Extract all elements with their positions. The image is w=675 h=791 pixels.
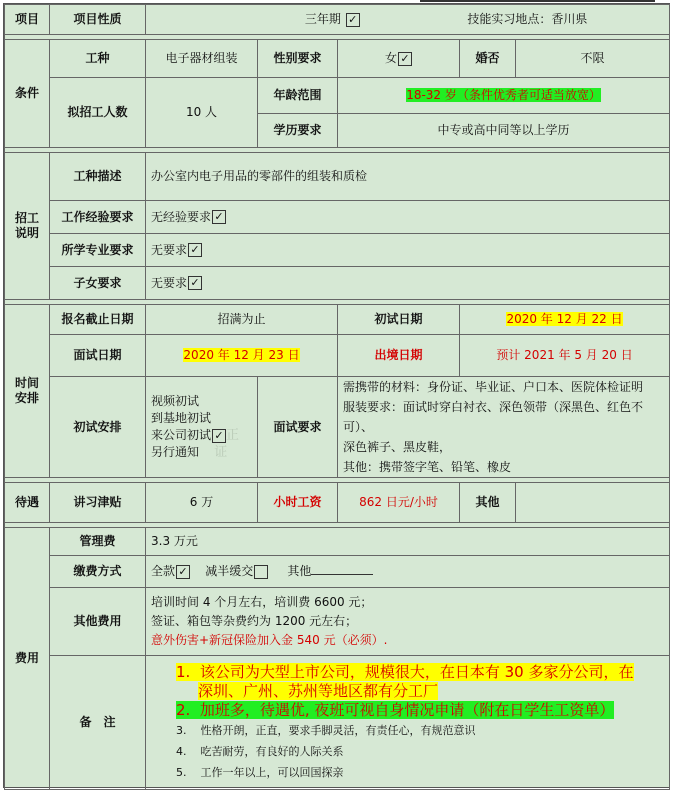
watermark-text: 正	[226, 428, 240, 443]
note-number: 1.	[176, 662, 191, 681]
note-text: 加班多，待遇优, 夜班可视自身情况申请（附在日学生工资单）	[199, 700, 615, 719]
deadline-label: 报名截止日期	[50, 305, 146, 335]
checked-box-icon[interactable]: ✓	[398, 52, 412, 66]
option-base: 到基地初试	[151, 411, 212, 425]
cropped-header-edge	[420, 0, 655, 2]
row-project	[5, 5, 670, 35]
row-experience	[5, 201, 670, 234]
interview-date-cell	[146, 335, 338, 377]
interview-date-label: 面试日期	[50, 335, 146, 377]
job-type-label: 工种	[50, 40, 146, 78]
first-date-value: 2020 年 12 月 22 日	[506, 312, 623, 326]
payment-method-cell	[146, 556, 670, 588]
section-pay: 待遇	[5, 483, 50, 523]
section-recruit: 招工说明	[5, 153, 50, 300]
row-age	[5, 78, 670, 114]
method-other-blank[interactable]	[311, 564, 373, 575]
checked-box-icon[interactable]: ✓	[188, 243, 202, 257]
notes-list	[176, 663, 664, 783]
marriage-label: 婚否	[460, 40, 516, 78]
note-text: 该公司为大型上市公司，规模很大，在日本有 30 多家分公司，在	[199, 662, 634, 681]
method-other: 其他	[287, 564, 312, 578]
section-conditions: 条件	[5, 40, 50, 148]
checked-box-icon[interactable]: ✓	[176, 565, 190, 579]
note-text: 吃苦耐劳，有良好的人际关系	[200, 744, 344, 758]
children-cell	[146, 267, 670, 300]
note-text: 性格开朗，正直，要求手脚灵活，有责任心，有规范意识	[200, 723, 476, 737]
note-item	[176, 762, 664, 783]
row-mgmt-fee	[5, 528, 670, 556]
method-half: 减半缓交	[205, 564, 254, 578]
pay-other-label: 其他	[460, 483, 516, 523]
hourly-label: 小时工资	[258, 483, 338, 523]
major-value: 无要求	[151, 242, 188, 257]
first-arrangement-label: 初试安排	[50, 377, 146, 478]
allowance-value: 6 万	[146, 483, 258, 523]
interview-date-value: 2020 年 12 月 23 日	[183, 348, 300, 362]
section-project: 项目	[5, 5, 50, 35]
empty-box-icon[interactable]	[254, 565, 268, 579]
row-job	[5, 40, 670, 78]
interview-req-cell	[338, 377, 670, 478]
age-value: 18-32 岁（条件优秀者可适当放宽）	[406, 88, 601, 102]
other-fees-cell	[146, 588, 670, 656]
note-number: 2.	[176, 700, 191, 719]
first-date-label: 初试日期	[338, 305, 460, 335]
other-fees-label: 其他费用	[50, 588, 146, 656]
row-job-desc	[5, 153, 670, 201]
checked-box-icon[interactable]: ✓	[346, 13, 360, 27]
req-clothing-cont: 深色裤子、黑皮鞋，	[343, 440, 452, 454]
req-materials: 需携带的材料：身份证、毕业证、户口本、医院体检证明	[343, 380, 644, 394]
other-fee-training: 培训时间 4 个月左右，培训费 6600 元；	[151, 595, 373, 609]
departure-value: 预计 2021 年 5 月 20 日	[460, 335, 670, 377]
interview-req-label: 面试要求	[258, 377, 338, 478]
note-text: 深圳、广州、苏州等地区都有分工厂	[198, 681, 439, 700]
method-full: 全款	[151, 564, 176, 578]
row-notes	[5, 656, 670, 790]
departure-label: 出境日期	[338, 335, 460, 377]
project-term: 三年期	[304, 12, 341, 26]
row-major	[5, 234, 670, 267]
project-nature-label: 项目性质	[50, 5, 146, 35]
option-video: 视频初试	[151, 394, 200, 408]
pay-other-value	[516, 483, 670, 523]
recruitment-sheet	[3, 3, 670, 788]
job-desc-value: 办公室内电子用品的零部件的组装和质检	[146, 153, 670, 201]
gender-cell	[338, 40, 460, 78]
experience-cell	[146, 201, 670, 234]
row-children	[5, 267, 670, 300]
option-company	[151, 427, 252, 444]
note-item	[176, 701, 664, 720]
education-value: 中专或高中同等以上学历	[338, 114, 670, 148]
project-nature-cell	[146, 5, 670, 35]
option-notice	[151, 444, 252, 461]
headcount-value: 10 人	[146, 78, 258, 148]
note-number: 5.	[176, 765, 187, 779]
section-fees: 费用	[5, 528, 50, 790]
checked-box-icon[interactable]: ✓	[212, 429, 226, 443]
other-fee-visa: 签证、箱包等杂费约为 1200 元左右；	[151, 614, 358, 628]
req-other: 其他：携带签字笔、铅笔、橡皮	[343, 460, 512, 474]
age-cell	[338, 78, 670, 114]
headcount-label: 拟招工人数	[50, 78, 146, 148]
checked-box-icon[interactable]: ✓	[212, 210, 226, 224]
hourly-value: 862 日元/小时	[338, 483, 460, 523]
option-notice-label: 另行通知	[151, 445, 200, 459]
row-deadline	[5, 305, 670, 335]
gender-label: 性别要求	[258, 40, 338, 78]
job-desc-label: 工种描述	[50, 153, 146, 201]
major-label: 所学专业要求	[50, 234, 146, 267]
first-arrangement-options	[146, 377, 258, 478]
mgmt-fee-value: 3.3 万元	[146, 528, 670, 556]
row-interview-date	[5, 335, 670, 377]
note-item	[176, 682, 664, 701]
req-clothing: 服装要求：面试时穿白衬衣、深色领带（深黑色、红色不可）、	[343, 400, 644, 434]
marriage-value: 不限	[516, 40, 670, 78]
row-other-fees	[5, 588, 670, 656]
practice-location: 技能实习地点：香川県	[467, 12, 588, 26]
gender-value: 女	[384, 51, 397, 65]
children-value: 无要求	[151, 275, 188, 290]
job-type-value: 电子器材组装	[146, 40, 258, 78]
notes-label: 备 注	[50, 656, 146, 790]
watermark-text: 证	[214, 445, 228, 460]
row-pay	[5, 483, 670, 523]
section-schedule: 时间安排	[5, 305, 50, 478]
note-text: 工作一年以上，可以回国探亲	[200, 765, 344, 779]
option-company-label: 来公司初试	[151, 428, 212, 442]
major-cell	[146, 234, 670, 267]
deadline-value: 招满为止	[146, 305, 338, 335]
allowance-label: 讲习津贴	[50, 483, 146, 523]
age-label: 年龄范围	[258, 78, 338, 114]
notes-cell	[146, 656, 670, 790]
checked-box-icon[interactable]: ✓	[188, 276, 202, 290]
experience-value: 无经验要求	[151, 209, 212, 224]
first-date-cell	[460, 305, 670, 335]
recruitment-table	[4, 4, 670, 790]
note-item	[176, 720, 664, 741]
note-item	[176, 663, 664, 682]
row-arrangement	[5, 377, 670, 478]
other-fee-insurance: 意外伤害+新冠保险加入金 540 元（必须）.	[151, 633, 388, 647]
row-payment-method	[5, 556, 670, 588]
note-number: 3.	[176, 723, 187, 737]
mgmt-fee-label: 管理费	[50, 528, 146, 556]
note-item	[176, 741, 664, 762]
note-number: 4.	[176, 744, 187, 758]
experience-label: 工作经验要求	[50, 201, 146, 234]
payment-method-label: 缴费方式	[50, 556, 146, 588]
education-label: 学历要求	[258, 114, 338, 148]
children-label: 子女要求	[50, 267, 146, 300]
